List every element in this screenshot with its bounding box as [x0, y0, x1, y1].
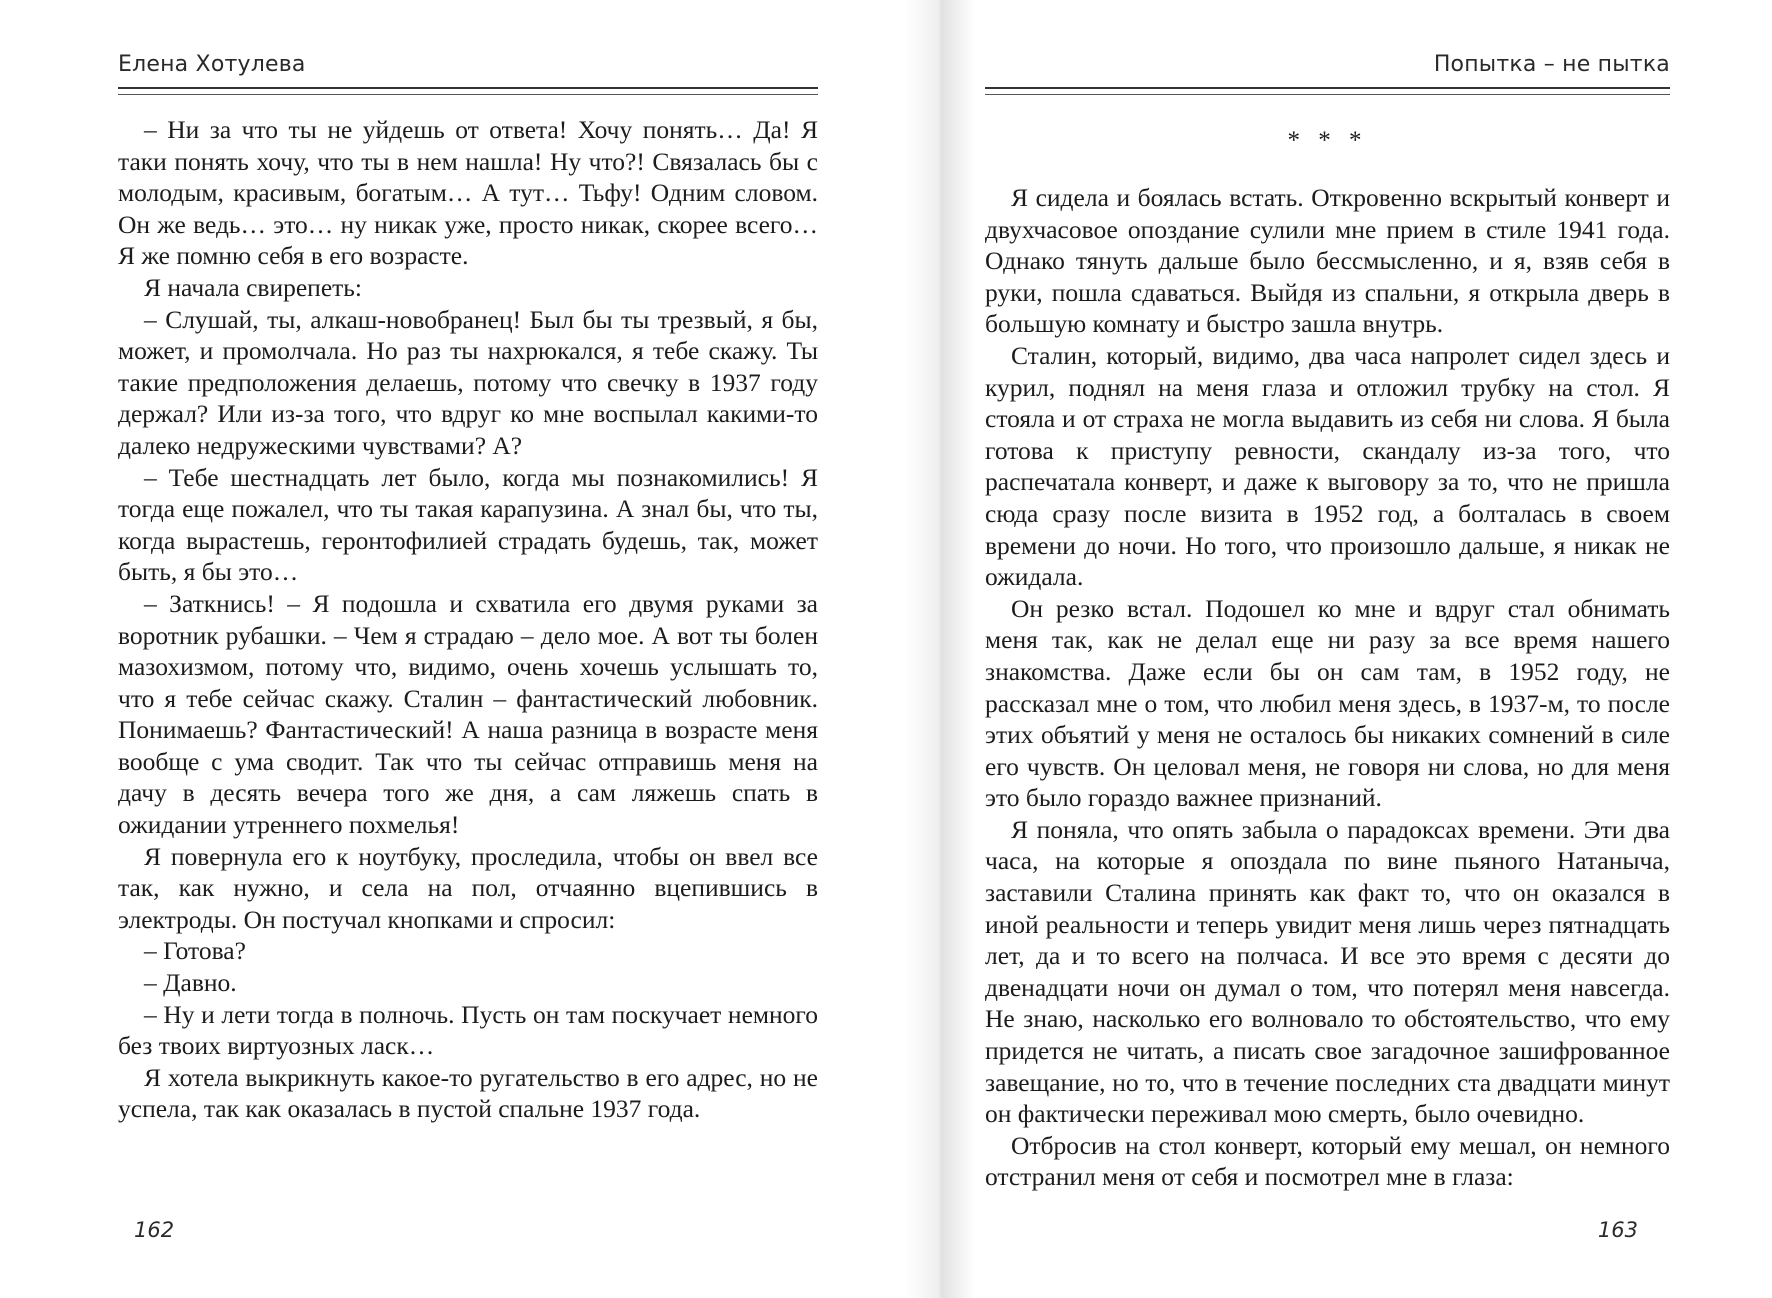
- paragraph: Отбросив на стол конверт, который ему мешал, он немного отстранил меня от себя и посмотрел мне в глаза:: [985, 1130, 1670, 1192]
- book-gutter: [905, 0, 975, 1298]
- running-head-title: Попытка – не пытка: [1433, 52, 1670, 77]
- left-page: [118, 0, 818, 1298]
- paragraph: Он резко встал. Подошел ко мне и вдруг стал обнимать меня так, как не делал еще ни разу за все время нашего знакомства. Даже если бы он сам там, в 1952 году, не рассказал мне о том, что любил меня здесь, в 1937-м, то после этих объятий у меня не осталось бы никаких сомнений в силе его чувств. Он целовал меня, не говоря ни слова, но для меня это было гораздо важнее признаний.: [985, 593, 1670, 813]
- paragraph: Я сидела и боялась встать. Откровенно вскрытый конверт и двухчасовое опоздание сулили мне прием в стиле 1941 года. Однако тянуть дальше было бессмысленно, и я, взяв себя в руки, пошла сдаваться. Выйдя из спальни, я открыла дверь в большую комнату и быстро зашла внутрь.: [985, 183, 1670, 339]
- paragraph: – Ни за что ты не уйдешь от ответа! Хочу понять… Да! Я таки понять хочу, что ты в нем нашла! Ну что?! Связалась бы с молодым, красивым, богатым… А тут… Тьфу! Одним словом. Он же ведь… это… ну никак уже, просто никак, скорее всего… Я же помню себя в его возрасте.: [118, 115, 818, 271]
- paragraph: – Тебе шестнадцать лет было, когда мы познакомились! Я тогда еще пожалел, что ты такая карапузина. А знал бы, что ты, когда вырастешь, геронтофилией страдать будешь, так, может быть, я бы это…: [118, 462, 818, 587]
- paragraph: – Заткнись! – Я подошла и схватила его двумя руками за воротник рубашки. – Чем я страдаю – дело мое. А вот ты болен мазохизмом, потому что, видимо, очень хочешь услышать то, что я тебе сейчас скажу. Сталин – фантастический любовник. Понимаешь? Фантастический! А наша разница в возрасте меня вообще с ума сводит. Так что ты сейчас отправишь меня на дачу в десять вечера того же дня, а сам ляжешь спать в ожидании утреннего похмелья!: [118, 588, 818, 840]
- paragraph: Я хотела выкрикнуть какое-то ругательство в его адрес, но не успела, так как оказалась в пустой спальне 1937 года.: [118, 1062, 818, 1124]
- paragraph: – Готова?: [144, 936, 246, 966]
- left-page-body: [118, 114, 818, 1125]
- paragraph: Я начала свирепеть:: [144, 272, 363, 302]
- paragraph: – Ну и лети тогда в полночь. Пусть он там поскучает немного без твоих виртуозных ласк…: [118, 999, 818, 1061]
- paragraph: Сталин, который, видимо, два часа напролет сидел здесь и курил, поднял на меня глаза и отложил трубку на стол. Я стояла и от страха не могла выдавить из себя ни слова. Я была готова к приступу ревности, скандалу из-за того, что распечатала конверт, и даже к выговору за то, что не пришла сюда сразу после визита в 1952 год, а болталась в своем времени до ночи. Но того, что произошло дальше, я никак не ожидала.: [985, 340, 1670, 592]
- paragraph: – Слушай, ты, алкаш-новобранец! Был бы ты трезвый, я бы, может, и промолчала. Но раз ты нахрюкался, я тебе скажу. Ты такие предположения делаешь, потому что свечку в 1937 году держал? Или из-за того, что вдруг ко мне воспылал какими-то далеко недружескими чувствами? А?: [118, 304, 818, 460]
- header-rule: [118, 87, 818, 95]
- right-page: [985, 0, 1670, 1298]
- paragraph: – Давно.: [144, 968, 237, 998]
- header-rule: [985, 87, 1670, 95]
- scene-break: * * *: [1287, 127, 1368, 154]
- paragraph: Я поняла, что опять забыла о парадоксах времени. Эти два часа, на которые я опоздала по вине пьяного Натаныча, заставили Сталина принять как факт то, что он оказался в иной реальности и теперь увидит меня лишь через пятнадцать лет, да и то всего на полчаса. И все это время с десяти до двенадцати ночи он думал о том, что потерял меня навсегда. Не знаю, насколько его волновало то обстоятельство, что ему придется не читать, а писать свое загадочное зашифрованное завещание, но то, что в течение последних ста двадцати минут он фактически переживал мою смерть, было очевидно.: [985, 814, 1670, 1129]
- running-head-author: Елена Хотулева: [118, 52, 306, 77]
- page-number: 162: [134, 1218, 175, 1242]
- page-number: 163: [1597, 1218, 1638, 1242]
- paragraph: Я повернула его к ноутбуку, проследила, чтобы он ввел все так, как нужно, и села на пол, отчаянно вцепившись в электроды. Он постучал кнопками и спросил:: [118, 841, 818, 934]
- right-page-body: [985, 126, 1670, 1193]
